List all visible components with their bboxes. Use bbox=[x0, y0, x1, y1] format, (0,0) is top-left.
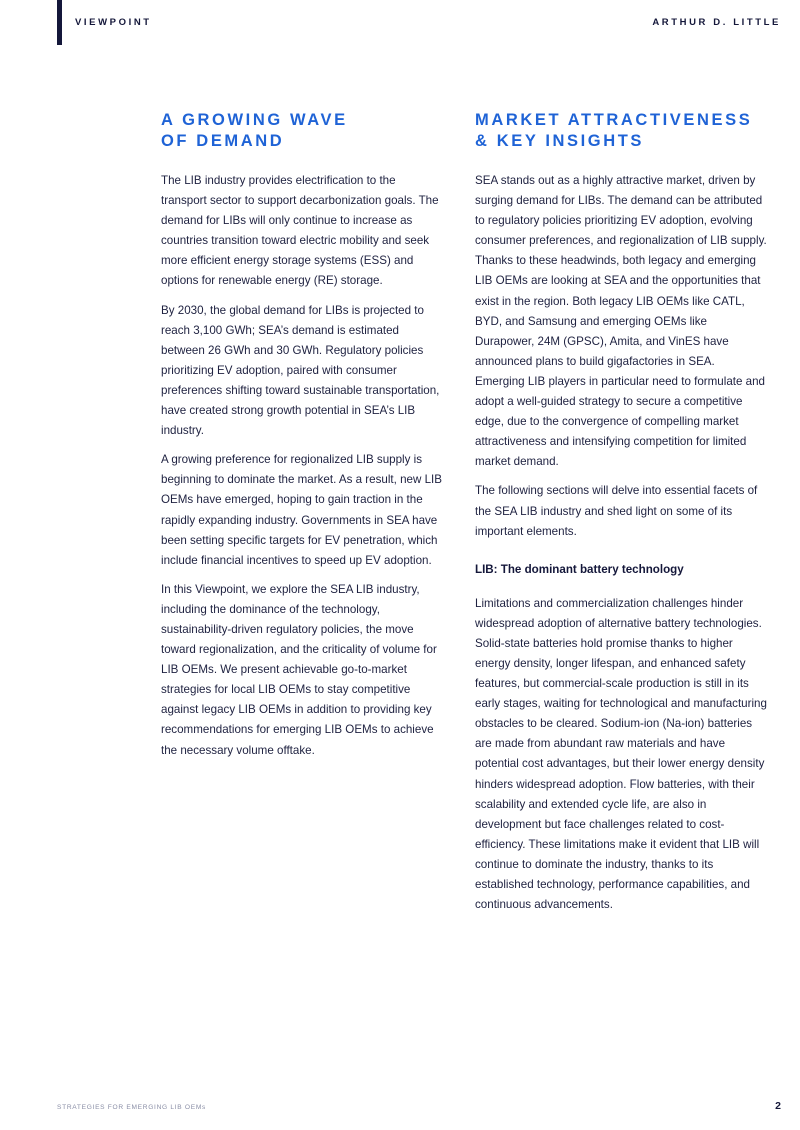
left-column bbox=[161, 110, 443, 770]
left-paragraph-2: By 2030, the global demand for LIBs is projected to reach 3,100 GWh; SEA’s demand is estimated between 26 GWh and 30 GWh. Regulatory policies prioritizing EV adoption, paired with consumer preferences shifting toward sustainable transportation, have created strong growth potential in SEA’s LIB industry. bbox=[161, 303, 440, 438]
right-heading-line1: MARKET ATTRACTIVENESS bbox=[475, 111, 753, 129]
right-subheading: LIB: The dominant battery technology bbox=[475, 562, 684, 576]
brand-name: ARTHUR D. LITTLE bbox=[652, 17, 781, 28]
right-paragraph-1: SEA stands out as a highly attractive market, driven by surging demand for LIBs. The demand can be attributed to regulatory policies prioritizing EV adoption, evolving consumer preferences, and regionalization of LIB supply. Thanks to these headwinds, both legacy and emerging LIB OEMs are looking at SEA and the opportunities that exist in the region. Both legacy LIB OEMs like CATL, BYD, and Samsung and emerging OEMs like Durapower, 24M (GPSC), Amita, and VinES have announced plans to build gigafactories in SEA. Emerging LIB players in particular need to formulate and adopt a well-guided strategy to secure a competitive edge, due to the convergence of compelling market attractiveness and intensifying competition for limited market demand. bbox=[475, 174, 767, 469]
page-number: 2 bbox=[775, 1100, 781, 1112]
right-heading bbox=[475, 110, 767, 152]
header-accent-bar bbox=[57, 0, 62, 45]
left-paragraph-1: The LIB industry provides electrification to the transport sector to support decarbonization goals. The demand for LIBs will only continue to increase as countries transition toward electric mobility and seek more efficient energy storage systems (ESS) and options for renewable energy (RE) storage. bbox=[161, 174, 439, 288]
left-paragraph-3: A growing preference for regionalized LIB supply is beginning to dominate the market. As a result, new LIB OEMs have emerged, hoping to gain traction in the rapidly expanding industry. Governments in SEA have been setting specific targets for EV penetration, which include financial incentives to speed up EV adoption. bbox=[161, 453, 442, 567]
left-heading-line1: A GROWING WAVE bbox=[161, 111, 348, 129]
footer-title: STRATEGIES FOR EMERGING LIB OEMs bbox=[57, 1104, 207, 1111]
left-heading bbox=[161, 110, 443, 152]
right-heading-line2: & KEY INSIGHTS bbox=[475, 132, 645, 150]
right-paragraph-2: The following sections will delve into essential facets of the SEA LIB industry and shed light on some of its important elements. bbox=[475, 484, 758, 538]
section-label: VIEWPOINT bbox=[75, 17, 152, 28]
left-heading-line2: OF DEMAND bbox=[161, 132, 285, 150]
right-column bbox=[475, 110, 767, 924]
left-paragraph-4: In this Viewpoint, we explore the SEA LIB industry, including the dominance of the technology, sustainability-driven regulatory policies, the move toward regionalization, and the criticality of volume for LIB OEMs. We present achievable go-to-market strategies for local LIB OEMs to stay competitive against legacy LIB OEMs in addition to providing key recommendations for emerging LIB OEMs to achieve the necessary volume offtake. bbox=[161, 582, 437, 757]
right-subparagraph: Limitations and commercialization challenges hinder widespread adoption of alternative battery technologies. Solid-state batteries hold promise thanks to higher energy density, longer lifespan, and enhanced safety features, but commercial-scale production is still in its early stages, waiting for technological and manufacturing obstacles to be cleared. Sodium-ion (Na-ion) batteries are made from abundant raw materials and have potential cost advantages, but their lower energy density hinders widespread adoption. Flow batteries, with their scalability and extended cycle life, are also in development but face challenges related to cost-efficiency. These limitations make it evident that LIB will continue to dominate the industry, thanks to its established technology, performance capabilities, and continuous advancements. bbox=[475, 596, 767, 912]
